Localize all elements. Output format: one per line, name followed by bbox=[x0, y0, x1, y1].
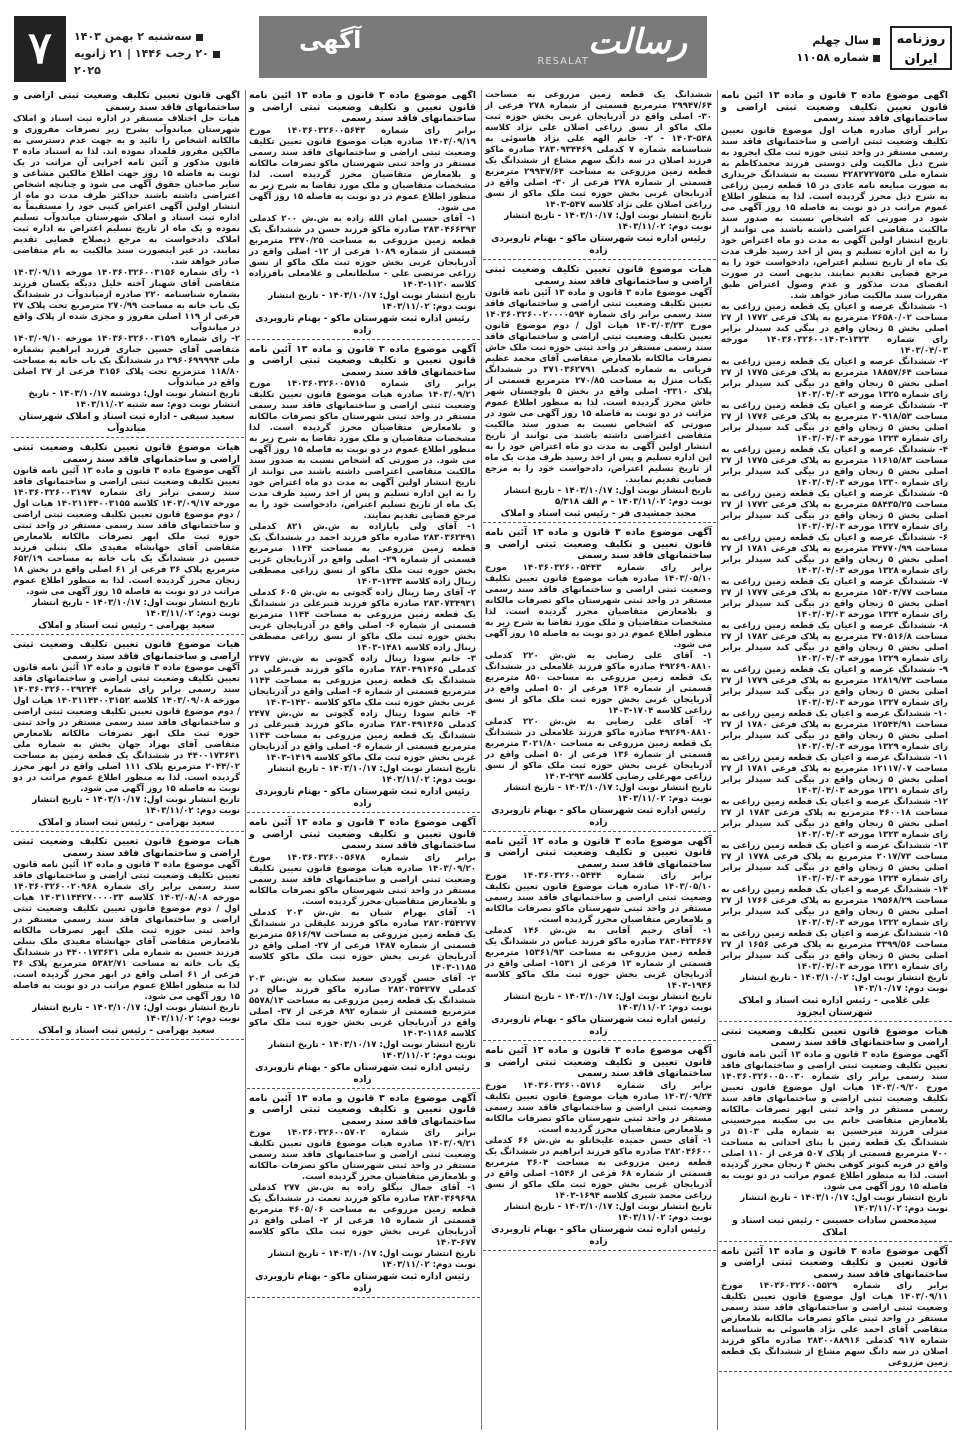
column-divider bbox=[245, 90, 246, 1430]
publication-dates: تاریخ انتشار نوبت اول: ۱۴۰۳/۱۰/۱۷ - تاریخ انتشار نوبت دوم: ۱۴۰۳/۱۱/۰۲ bbox=[32, 1003, 240, 1024]
notice-body: برابر رای شماره ۱۴۰۳۶۰۳۲۶۰۰۵۴۴۳ مورخ ۱۴۰۳/۰۵/۱۰ صادره هیات موضوع قانون تعیین تکلیف وضعیت ثبتی اراضی و ساختمانهای فاقد سند رسمی مستقر در واحد ثبتی شهرستان ماکو تصرفات مالکانه و بلامعارض متقاضیان محرز گردیده است. لذا مشخصات متقاضیان و ملک مورد تقاضا به شرح زیر به منظور اطلاع عموم در دو نوبت به فاصله ۱۵ روز آگهی می شود. bbox=[485, 562, 713, 650]
bullet-icon bbox=[873, 38, 880, 45]
notice-item: ۴- خانم سودا زینال زاده گجوتی به ش.ش ۲۴۷۷ کدملی ۲۸۳۰۴۹۱۴۶۵ صادره ماکو فرزند قنبرعلی در ششدانگ یک قطعه زمین مزروعی به مساحت ۱۱۴۴ مترمربع قسمتی از شماره ۶- اصلی واقع در آذربایجان غربی بخش حوزه ثبت ملک ماکو کلاسه ۱۴۱۹-۱۴۰۳ bbox=[249, 709, 477, 763]
notice-signature: سعید بهرامی - رئیس ثبت اسناد و املاک bbox=[38, 621, 215, 631]
legal-notice bbox=[11, 639, 244, 832]
issue-meta bbox=[796, 32, 880, 66]
legal-notice bbox=[11, 836, 244, 1040]
legal-notice bbox=[719, 1026, 952, 1242]
notice-item: ۲- آقای حسن گوردی سعید سکبان به ش.ش ۲۰۳ کدملی ۲۸۲۰۳۵۴۲۷۷ صادره ماکو فرزند صالح در ششدانگ یک قطعه زمین مزروعی به مساحت ۵۵۷۸/۱۴ مترمربع قسمتی از شماره ۸۹۲ فرعی از ۳۷- اصلی واقع در آذربایجان غربی بخش حوزه ثبت ملک ماکو کلاسه ۱۱۸۶-۱۴۰۳ bbox=[249, 973, 476, 1039]
notice-item: ۱- آقای علی رضایی به ش.ش ۲۲۰ کدملی ۴۹۲۶۹۰۸۸۱۰ صادره ماکو فرزند غلامعلی در ششدانگ یک قطعه زمین مزروعی به مساحت ۸۵۰ مترمربع قسمتی از شماره ۱۳۶ فرعی از ۵۰ اصلی واقع در آذربایجان غربی بخش حوزه ثبت ملک ماکو از نسق زراعی کلاسه ۱۷۰۴-۱۴۰۳ bbox=[485, 650, 712, 716]
notice-heading: آگهی موضوع ماده ۳ قانون و ماده ۱۳ آئین نامه قانون تعیین و تکلیف وضعیت ثبتی اراضی و ساختمانهای فاقد سند رسمی bbox=[485, 835, 712, 870]
publication-dates: تاریخ انتشار نوبت اول: ۱۴۰۳/۱۰/۱۷ - تاریخ انتشار نوبت دوم: ۱۴۰۳/۱۱/۰۲ bbox=[504, 782, 712, 804]
notice-heading: آگهی موضوع ماده ۳ قانون و ماده ۱۳ آئین نامه قانون تعیین تکلیف وضعیت ثبتی اراضی و ساختمانهای فاقد سند رسمی bbox=[721, 90, 948, 124]
notice-item: ۱- آقای حسین امان الله زاده به ش.ش ۲۰۰ کدملی ۲۸۳۰۴۶۶۳۹۳ صادره ماکو فرزند حسن در ششدانگ یک قطعه زمین مزروعی به مساحت ۳۳۷۰/۲۵ مترمربع قسمتی از شماره ۱۰۸۹ فرعی از ۱۲- اصلی واقع در آذربایجان غربی بخش حوزه ثبت ملک ماکو از نسق زراعی مرتضی علی - سلطانعلی و غلامعلی باقرزاده کلاسه ۱۱۲۰-۱۴۰۳ bbox=[249, 213, 476, 290]
notice-heading: هیات موضوع قانون تعیین تکلیف وضعیت ثبتی اراضی و ساختمانهای فاقد سند رسمی bbox=[13, 442, 240, 465]
legal-notice bbox=[247, 344, 480, 814]
notice-body: آگهی موضوع ماده ۳ قانون و ماده ۱۳ آئین نامه قانون تعیین تکلیف وضعیت ثبتی اراضی و ساختمانهای فاقد سند رسمی برابر رای شماره ۱۴۰۳۶۰۳۲۶۰۰۵۰۰۳۰ مورخ ۱۴۰۳/۰۹/۲۰ هیات اول موضوع قانون تعیین تکلیف وضعیت ثبتی اراضی و ساختمانهای فاقد سند رسمی مستقر در واحد ثبتی ابهر تصرفات مالکانه بلامعارض متقاضی خانم بی بی سکینه میرحسینی منزلی فرزند میرحسین به شماره ملی ۵۱۰۳ در ششدانگ یک قطعه زمین با بنای احداثی به مساحت ۷۰۰ مترمربع قسمتی از پلاک ۵۰۷ فرعی از ۱۱۰ اصلی واقع در قریه کبوتر کوهی بخش ۴ زنجان محرز گردیده است. لذا به منظور اطلاع عموم مراتب در دو نوبت به فاصله ۱۵ روز آگهی می شود. bbox=[721, 1049, 949, 1192]
publication-dates: تاریخ انتشار نوبت اول: ۱۴۰۳/۱۰/۱۷ - تاریخ انتشار نوبت دوم: ۱۴۰۳/۱۱/۰۲ - م الف ۵/۳۱۸ bbox=[504, 486, 712, 507]
notice-body: برابر رای شماره ۱۴۰۳۶۰۳۲۶۰۰۵۵۲۹ مورخ ۱۴۰۳/۰۹/۱۱ هیات اول موضوع قانون تعیین تکلیف وضعیت ثبتی اراضی و ساختمانهای فاقد سند رسمی مستقر در واحد ثبتی ماکو تصرفات مالکانه بلامعارض متقاضی آقای احمد علی نژاد هاسوئی به شناسنامه شماره ۹۱۷ کدملی ۲۸۳۰۰۸۸۹۱۶ صادره ماکو فرزند اصلان در سه دانگ سهم مشاع از ششدانگ یک قطعه زمین مزروعی bbox=[721, 1281, 949, 1368]
notice-heading: آگهی موضوع ماده ۳ قانون و ماده ۱۳ آئین نامه قانون تعیین و تکلیف وضعیت ثبتی اراضی و ساختمانهای فاقد سند رسمی bbox=[721, 1245, 948, 1280]
notice-item: ۱۱- ششدانگ عرصه و اعیان یک قطعه زمین زراعی به مساحت ۱۲۱۱۷/۰۷ مترمربع به پلاک فرعی ۱۷۸۱ از ۲۷ اصلی بخش ۵ زنجان واقع در بیگی کند سیدلر برابر رای شماره ۱۳۲۱ مورخه ۱۴۰۳/۰۴/۰۳ bbox=[721, 752, 949, 796]
publication-dates: تاریخ انتشار نوبت اول: ۱۴۰۳/۱۰/۱۷ - تاریخ انتشار نوبت دوم: ۱۴۰۳/۱۱/۰۲ bbox=[504, 992, 712, 1013]
bullet-icon bbox=[213, 51, 220, 58]
notice-signature: سیدمحسن سادات حسینی - رئیس ثبت اسناد و املاک bbox=[732, 1215, 937, 1238]
publication-dates: تاریخ انتشار نوبت اول: ۱۴۰۳/۱۰/۱۷ - تاریخ انتشار نوبت دوم: ۱۴۰۳/۱۱/۰۲ bbox=[32, 795, 240, 816]
legal-notice bbox=[483, 90, 716, 260]
notice-heading: آگهی موضوع ماده ۳ قانون و ماده ۱۳ آئین نامه قانون تعیین و تکلیف وضعیت ثبتی اراضی و ساختمانهای فاقد سند رسمی bbox=[485, 1045, 712, 1079]
notice-heading: هیات موضوع قانون تعیین تکلیف وضعیت ثبتی اراضی و ساختمانهای فاقد سند رسمی bbox=[13, 836, 240, 859]
issue-number: شماره ۱۱۰۵۸ bbox=[796, 51, 869, 64]
publication-dates: تاریخ انتشار نوبت اول: ۱۴۰۳/۱۰/۱۷ - تاریخ انتشار نوبت دوم: ۱۴۰۳/۱۱/۰۲ bbox=[268, 764, 476, 785]
notice-signature: سعید سیفی - اداره ثبت اسناد و املاک شهرستان میاندوآب bbox=[18, 412, 235, 434]
notice-body: برابر رای شماره ۱۴۰۳۶۰۳۲۶۰۰۵۷۱۶ مورخ ۱۴۰۳/۰۹/۲۴ صادره هیات موضوع قانون تعیین تکلیف وضعیت ثبتی اراضی و ساختمانهای فاقد سند رسمی مستقر در واحد ثبتی شهرستان ماکو تصرفات مالکانه و بلامعارض متقاضیان محرز گردیده است. bbox=[485, 1080, 713, 1135]
bullet-icon bbox=[873, 55, 880, 62]
legal-notice bbox=[483, 264, 716, 523]
notice-item: ۱- آقای ولی بابازاده به ش.ش ۸۲۱ کدملی ۲۸۳۰۳۶۲۴۹۱ صادره ماکو فرزند احمد در ششدانگ یک قطعه زمین مزروعی به مساحت ۱۱۴۴ مترمربع قسمتی از شماره ۲۹- اصلی واقع در آذربایجان غربی بخش حوزه ثبت ملک ماکو از نسق زراعی مصطفی زینال زاده کلاسه ۱۲۴۳-۱۴۰۳ bbox=[249, 522, 476, 587]
section-title: آگهی bbox=[299, 26, 362, 54]
ads-columns bbox=[14, 90, 952, 1430]
date-block bbox=[74, 28, 249, 79]
legal-notice bbox=[247, 90, 480, 340]
notice-signature: سعید بهرامی - رئیس ثبت اسناد و املاک bbox=[38, 1026, 215, 1036]
date-persian: سه‌شنبه ۲ بهمن ۱۴۰۳ bbox=[74, 30, 192, 43]
notice-item: ۱- آقای حسن حمیده علیخانلو به ش.ش ۶۶ کدملی ۲۸۲۰۴۶۶۰۰ صادره ماکو فرزند ابراهیم در ششدانگ یک قطعه زمین مزروعی به مساحت ۳۶۰۴ مترمربع قسمتی از شماره ۶۸ فرعی از ۱۵۴۶- اصلی واقع در آذربایجان غربی بخش حوزه ثبت ملک ماکو از نسق زراعی محمد شیری کلاسه ۱۶۹۴-۱۴۰۳ bbox=[485, 1135, 712, 1201]
legal-notice bbox=[483, 1045, 716, 1251]
notice-item: ۱۳- ششدانگ عرصه و اعیان یک قطعه زمین زراعی به مساحت ۲۰۱۷/۷۳ مترمربع به پلاک فرعی ۱۷۷۸ از ۲۷ اصلی بخش ۵ زنجان واقع در بیگی کند سیدلر برابر رای شماره ۱۳۲۴ مورخه ۱۴۰۳/۰۴/۰۳ bbox=[721, 840, 949, 884]
column-divider bbox=[481, 90, 482, 1430]
legal-notice bbox=[483, 836, 716, 1042]
notice-body: هیات حل اختلاف مستقر در اداره ثبت اسناد و املاک شهرستان میاندوآب بشرح زیر تصرفات مفروزی و مالکانه اشخاص را تائید و به جهت عدم دسترسی به مالکین مفروز قلمداد نموده اند. لذا به استناد ماده ۳ قانون مذکور و آئین نامه اجرایی آن مراتب در یک نوبت به فاصله ۱۵ روز جهت اطلاع مالکین مشاعی و سایر صاحبان حقوق آگهی می شود و چنانچه اشخاص اعتراضی داشته باشند حداکثر ظرف مدت دو ماه از انتشار اولین آگهی اعتراض کتبی خود را مستقیماً به اداره ثبت اسناد و املاک شهرستان میاندوآب تسلیم نموده و یک ماه از تاریخ تسلیم اعتراض به اداره ثبت املاک دادخواست به مرجع ذیصلاح قضایی تقدیم نمایند. در غیر اینصورت سند مالکیت به نام متقاضی صادر خواهد شد. bbox=[13, 114, 240, 267]
notice-heading: هیات موضوع قانون تعیین تکلیف وضعیت ثبتی اراضی و ساختمانهای فاقد سند رسمی bbox=[721, 1025, 948, 1048]
legal-notice bbox=[483, 527, 716, 832]
notice-item: ۱- آقای بهرام شبان به ش.ش ۲۰۳ کدملی ۲۸۲۰۳۵۴۲۷۷ صادره ماکو فرزند علیقلی در ششدانگ یک قطعه زمین مزروعی به مساحت ۵۶۱۶/۹۷ مترمربع قسمتی از شماره ۱۴۸۷ فرعی از ۲۷- اصلی واقع در آذربایجان غربی بخش حوزه ثبت ملک ماکو کلاسه ۱۱۸۵-۱۴۰۳ bbox=[249, 907, 477, 973]
notice-body: ششدانگ یک قطعه زمین مزروعی به مساحت ۲۹۹۴۷/۶۴ مترمربع قسمتی از شماره ۲۷۸ فرعی از ۳۰- اصلی واقع در آذربایجان غربی بخش حوزه ثبت ملک ماکو از نسق زراعی اصلان علی نژاد کلاسه ۵۴۸-۱۴۰۳ - ۲- خانم الهه علی نژاد هاسوئی به شناسنامه شماره ۷ کدملی ۲۸۳۰۹۳۴۴۶۹ صادره ماکو فرزند اصلان در سه دانگ سهم مشاع از ششدانگ یک قطعه زمین مزروعی به مساحت ۲۹۹۴۷/۶۴ مترمربع قسمتی از شماره ۲۷۸ فرعی از ۳۰- اصلی واقع در آذربایجان غربی بخش حوزه ثبت ملک ماکو از نسق زراعی اصلان علی نژاد کلاسه ۵۴۷-۱۴۰۳ bbox=[485, 90, 712, 210]
publication-dates: تاریخ انتشار نوبت اول: ۱۴۰۳/۱۰/۱۷ - تاریخ انتشار نوبت دوم: ۱۴۰۳/۱۱/۰۲ bbox=[268, 290, 476, 312]
notice-signature: رئیس اداره ثبت شهرستان ماکو - بهنام تاروبردی زاده bbox=[491, 234, 706, 256]
notice-item: ۳- خانم سودا زینال زاده گجوتی به ش.ش ۲۴۷۷ کدملی ۲۸۳۰۴۹۱۴۶۵ صادره ماکو فرزند قنبرعلی در ششدانگ یک قطعه زمین مزروعی به مساحت ۱۱۴۴ مترمربع قسمتی از شماره ۶- اصلی واقع در آذربایجان غربی بخش حوزه ثبت ملک ماکو کلاسه ۱۴۲۰-۱۴۰۳ bbox=[249, 654, 477, 708]
notice-item: ۱- رای شماره ۱۴۰۳۶۰۳۲۶۰۰۳۱۵۶ مورخه ۱۴۰۳/۰۹/۱۱ متقاضی آقای شهباز آخته خلیل ددیگه یکسان فرزند بشماره شناسنامه ۲۲۰ صادره ازمیاندوآب در ششدانگ یک باب خانه به مساحت ۲۷۰/۹۹ مترمربع تحت پلاک ۲۷ فرعی از ۱۱۹ اصلی مفروز و مجزی شده از پلاک واقع در میاندوآب bbox=[13, 268, 241, 333]
notice-item: ۴- ششدانگ عرصه و اعیان یک قطعه زمین زراعی به مساحت ۱۱۶۱۵/۸۳ مترمربع به پلاک فرعی ۱۷۷۵ از ۲۷ اصلی بخش ۵ زنجان واقع در بیگی کند سیدلر برابر رای شماره ۱۳۳۰ مورخه ۱۴۰۳/۰۴/۰۳ bbox=[721, 444, 949, 488]
notice-body: برابر رای شماره ۱۴۰۳۶۰۳۲۶۰۰۵۷۰۲ مورخ ۱۴۰۳/۰۹/۲۱ صادره هیات موضوع قانون تعیین تکلیف وضعیت ثبتی اراضی و ساختمانهای فاقد سند رسمی مستقر در واحد ثبتی شهرستان ماکو تصرفات مالکانه و بلامعارض متقاضیان محرز گردیده است. bbox=[249, 1128, 477, 1182]
notice-item: ۲- آقای رضا زینال زاده گجوتی به ش.ش ۶۰۵ کدملی ۲۸۳۰۷۳۴۹۳۱ صادره ماکو فرزند قنبرعلی در ششدانگ یک قطعه زمین مزروعی به مساحت ۱۱۴۴ مترمربع قسمتی از شماره ۶- اصلی واقع در آذربایجان غربی بخش حوزه ثبت ملک ماکو از نسق زراعی مصطفی زینال زاده کلاسه ۱۴۸۱-۱۴۰۳ bbox=[249, 588, 476, 653]
notice-item: ۲- ششدانگ عرصه و اعیان یک قطعه زمین زراعی به مساحت ۱۸۸۵۷/۶۴ مترمربع به پلاک فرعی ۱۷۷۵ از ۲۷ اصلی بخش ۵ زنجان واقع در بیگی کند سیدلر برابر رای شماره ۱۳۲۵ مورخه ۱۴۰۳/۰۴/۰۳ bbox=[721, 356, 949, 400]
notice-item: ۳- ششدانگ عرصه و اعیان یک قطعه زمین زراعی به مساحت ۲۰۹۱۸/۵۳ مترمربع به پلاک فرعی ۱۷۷۶ از ۲۷ اصلی بخش ۵ زنجان واقع در بیگی کند سیدلر برابر رای شماره ۱۳۲۳ مورخه ۱۴۰۳/۰۴/۰۳ bbox=[721, 400, 949, 444]
publication-dates: تاریخ انتشار نوبت اول: ۱۴۰۳/۱۰/۱۷ - تاریخ انتشار نوبت دوم: ۱۴۰۳/۱۱/۰۲ bbox=[740, 1192, 948, 1214]
date-lunar-gregorian: ۲۰ رجب ۱۴۴۶ | ۲۱ ژانویه ۲۰۲۵ bbox=[74, 47, 209, 77]
notice-signature: رئیس اداره ثبت شهرستان ماکو - بهنام تاروبردی زاده bbox=[255, 1062, 470, 1085]
notice-signature: سعید بهرامی - رئیس ثبت اسناد و املاک bbox=[38, 818, 215, 828]
notice-item: ۲- آقای علی رضایی به ش.ش ۲۲۰ کدملی ۴۹۲۶۹۰۸۸۱۰ صادره ماکو فرزند غلامعلی در ششدانگ یک قطعه زمین مزروعی به مساحت ۳۰۲۱/۸۰ مترمربع قسمتی از شماره ۱۳۶ فرعی از ۵۰ اصلی واقع در آذربایجان غربی بخش حوزه ثبت ملک ماکو از نسق زراعی مهرعلی رضایی کلاسه ۲۹۳-۱۴۰۳ bbox=[485, 716, 713, 782]
column-divider bbox=[717, 90, 718, 1430]
notice-item: ۷- ششدانگ عرصه و اعیان یک قطعه زمین زراعی به مساحت ۱۵۴۰۴/۷۷ مترمربع به پلاک فرعی ۱۷۷۷ از ۲۷ اصلی بخش ۵ زنجان واقع در بیگی کند سیدلر برابر رای شماره ۱۳۲۴ مورخه ۱۴۰۳/۰۴/۰۳ bbox=[721, 576, 949, 620]
notice-signature: علی غلامی - رئیس اداره ثبت اسناد و املاک شهرستان ایجرود bbox=[738, 995, 931, 1018]
notice-body: برابر آرای صادره هیات اول موضوع قانون تعیین تکلیف وضعیت ثبتی اراضی و ساختمانهای فاقد سند رسمی مستقر در واحد ثبتی حوزه ثبت ملک ایجرود به شرح ذیل مالکیت ولی دوستی فرزند محمدکاظم به شماره ملی ۴۲۸۲۷۲۷۵۳۵ نسبت به ششدانگ خریداری به صورت مبایعه نامه عادی در ۱۵ قطعه زمین زراعی به شرح ذیل محرز گردیده است. لذا به منظور اطلاع عموم مراتب در دو نوبت به فاصله ۱۵ روز آگهی می شود در صورتی که اشخاص نسبت به صدور سند مالکیت متقاضی اعتراضی داشته باشند می توانند از تاریخ انتشار اولین آگهی به مدت دو ماه اعتراض خود را به این اداره تسلیم و پس از اخذ رسید ظرف مدت یک ماه از تاریخ تسلیم اعتراض، دادخواست خود را به مرجع قضایی تقدیم نمایند. بدیهی است در صورت انقضای مدت مذکور و عدم وصول اعتراض طبق مقررات سند مالکیت صادر خواهد شد. bbox=[721, 125, 949, 301]
publication-dates: تاریخ انتشار نوبت اول: ۱۴۰۳/۱۰/۱۷ - تاریخ انتشار نوبت دوم: ۱۴۰۳/۱۱/۰۲ bbox=[268, 1039, 476, 1061]
notice-item: ۱- ششدانگ عرصه و اعیان یک قطعه زمین زراعی به مساحت ۲۶۵۸۰/۰۲ مترمربع به پلاک فرعی ۱۷۷۲ از ۲۷ اصلی بخش ۵ زنجان واقع در بیگی کند سیدلر برابر رای شماره ۱۳۲۳-۱۴۰۳۶۰۳۲۶۰۰۱۴۰۳ مورخه ۱۴۰۳/۰۴/۰۳ bbox=[721, 301, 949, 356]
notice-body: برابر رای شماره ۱۴۰۳۶۰۳۲۶۰۰۵۴۴۴ مورخ ۱۴۰۳/۰۵/۱۰ صادره هیات موضوع قانون تعیین تکلیف وضعیت ثبتی اراضی و ساختمانهای فاقد سند رسمی مستقر در واحد ثبتی شهرستان ماکو تصرفات مالکانه و بلامعارض متقاضیان محرز گردیده است. bbox=[485, 871, 713, 925]
notice-body: آگهی موضوع ماده ۳ قانون و ماده ۱۳ آئین نامه قانون تعیین تکلیف وضعیت ثبتی اراضی و ساختمانهای فاقد سند رسمی برابر رای شماره ۱۴۰۳۶۰۳۲۶۰۰۲۹۲۴۴ مورخه ۱۴۰۳/۰۹/۰۸ کلاسه ۱۴۰۳۱۱۴۴۰۰۳۱۵۲ هیات اول / دوم موضوع قانون تعیین تکلیف وضعیت ثبتی اراضی و ساختمانهای فاقد سند رسمی مستقر در واحد ثبتی حوزه ثبت ملک ابهر تصرفات مالکانه بلامعارض متقاضی آقای بهزاد جهان بخش به شماره ملی ۴۴۰۰۱۷۳۶۳۱ در ششدانگ یک قطعه زمین به مساحت ۲۰۴۴/۰۲ مترمربع پلاک ۱۱۱ اصلی واقع در ابهر محرز گردیده است. لذا به منظور اطلاع عموم مراتب در دو نوبت به فاصله ۱۵ روز آگهی می شود. bbox=[13, 663, 241, 794]
page-number: ۷ bbox=[14, 16, 66, 82]
newspaper-logo: روزنامه ایران bbox=[890, 26, 952, 70]
notice-signature: رئیس اداره ثبت شهرستان ماکو - بهنام تاروبردی زاده bbox=[491, 1015, 706, 1037]
newspaper-brand: رسالت bbox=[587, 22, 687, 62]
issue-info bbox=[717, 26, 952, 74]
notice-heading: آگهی موضوع ماده ۳ قانون و ماده ۱۳ آئین نامه قانون تعیین و تکلیف وضعیت ثبتی اراضی و ساختمانهای فاقد سند رسمی bbox=[249, 1092, 476, 1127]
notice-heading: آگهی قانون تعیین تکلیف وضعیت ثبتی اراضی و ساختمانهای فاقد سند رسمی bbox=[13, 90, 240, 113]
notice-heading: آگهی موضوع ماده ۳ قانون و ماده ۱۳ آئین نامه قانون تعیین و تکلیف وضعیت ثبتی اراضی و ساختمانهای فاقد سند رسمی bbox=[249, 817, 476, 851]
bullet-icon bbox=[196, 34, 203, 41]
notice-body: برابر رای شماره ۱۴۰۳۶۰۳۲۶۰۰۵۶۷۸ مورخ ۱۴۰۳/۰۹/۲۰ صادره هیات موضوع قانون تعیین تکلیف وضعیت ثبتی اراضی و ساختمانهای فاقد سند رسمی مستقر در واحد ثبتی شهرستان ماکو تصرفات مالکانه و بلامعارض متقاضیان محرز گردیده است. bbox=[249, 852, 477, 907]
notice-heading: آگهی موضوع ماده ۳ قانون و ماده ۱۳ آئین نامه قانون تعیین و تکلیف وضعیت ثبتی اراضی و ساختمانهای فاقد سند رسمی bbox=[249, 90, 476, 124]
column-2 bbox=[483, 90, 716, 1430]
legal-notice bbox=[719, 1246, 952, 1373]
notice-item: ۱۵- ششدانگ عرصه و اعیان یک قطعه زمین زراعی به مساحت ۳۳۹۹/۵۶ مترمربع به پلاک فرعی ۱۶۵۶ از ۲۷ اصلی بخش ۵ زنجان واقع در بیگی کند سیدلر برابر رای شماره ۱۳۲۱ مورخه ۱۴۰۳/۰۴/۰۳ bbox=[721, 928, 949, 972]
notice-signature: رئیس اداره ثبت شهرستان ماکو - بهنام تاروبردی زاده bbox=[491, 805, 706, 828]
notice-signature: رئیس اداره ثبت شهرستان ماکو - بهنام تاروبردی زاده bbox=[255, 1272, 470, 1294]
notice-body: آگهی موضوع ماده ۳ قانون و ماده ۱۳ آئین نامه قانون تعیین تکلیف وضعیت ثبتی اراضی و ساختمانهای فاقد سند رسمی برابر رای شماره ۱۴۰۳۶۰۳۲۶۰۰۲۰۹۶۸ مورخه ۱۴۰۳/۰۸/۰۸ کلاسه ۱۴۰۳۱۱۴۴۲۷۰۰۰۰۳۳ هیات اول / دوم موضوع قانون تعیین تکلیف وضعیت ثبتی اراضی و ساختمانهای فاقد سند رسمی مستقر در واحد ثبتی حوزه ثبت ملک ابهر تصرفات مالکانه بلامعارض متقاضی آقای جهانشاه مفیدی ملک بنبلی فرزند حسین به شماره ملی ۴۴۰۰۱۷۳۶۳۱ در ششدانگ یک باب خانه به مساحت ۵۳۸۲/۷۱ مترمربع پلاک ۳۶ فرعی از ۶۱ اصلی واقع در ابهر محرز گردیده است. لذا به منظور اطلاع عموم مراتب در دو نوبت به فاصله ۱۵ روز آگهی می شود. bbox=[13, 860, 240, 1002]
notice-heading: آگهی موضوع ماده ۳ قانون و ماده ۱۳ آئین نامه قانون تعیین و تکلیف وضعیت ثبتی اراضی و ساختمانهای فاقد سند رسمی bbox=[249, 343, 476, 378]
notice-body: برابر رای شماره ۱۴۰۳۶۰۳۲۶۰۰۵۷۱۵ مورخ ۱۴۰۳/۰۹/۲۱ صادره هیات موضوع قانون تعیین تکلیف وضعیت ثبتی اراضی و ساختمانهای فاقد سند رسمی مستقر در واحد ثبتی شهرستان ماکو تصرفات مالکانه و بلامعارض متقاضیان محرز گردیده است. لذا مشخصات متقاضیان و ملک مورد تقاضا به شرح زیر به منظور اطلاع عموم در دو نوبت به فاصله ۱۵ روز آگهی می شود. در صورتی که اشخاص نسبت به صدور سند مالکیت متقاضی اعتراضی داشته باشند می توانند از تاریخ انتشار اولین آگهی به مدت دو ماه اعتراض خود را به این اداره تسلیم و پس از اخذ رسید ظرف مدت یک ماه از تاریخ تسلیم اعتراض، دادخواست خود را به مرجع قضایی تقدیم نمایند. bbox=[249, 379, 477, 521]
legal-notice bbox=[247, 817, 480, 1089]
section-banner bbox=[259, 16, 707, 78]
notice-item: ۸- ششدانگ عرصه و اعیان یک قطعه زمین زراعی به مساحت ۳۷۰۵۱۶/۸ مترمربع به پلاک فرعی ۱۷۸۲ از ۲۷ اصلی بخش ۵ زنجان واقع در بیگی کند سیدلر برابر رای شماره ۱۳۲۹ مورخه ۱۴۰۳/۰۴/۰۳ bbox=[721, 620, 949, 664]
legal-notice bbox=[11, 90, 244, 438]
publication-dates: تاریخ انتشار نوبت اول: ۱۴۰۳/۱۰/۱۷ - تاریخ انتشار نوبت دوم: ۱۴۰۳/۱۱/۰۲ bbox=[32, 598, 240, 619]
notice-item: ۲- رای شماره ۱۴۰۳۶۰۳۲۶۰۰۳۱۵۹ مورخه ۱۴۰۳/۰۹/۱۰ متقاضی آقای حسین جباری فرزند ابراهیم بشماره ملی ۲۹۶۰۶۹۹۹۹۴ در ششدانگ یک باب خانه به مساحت ۱۱۸/۸۰ مترمربع تحت پلاک ۳۱۵۶ فرعی از ۲۷ اصلی واقع در میاندوآب bbox=[13, 334, 241, 388]
notice-item: ۶- ششدانگ عرصه و اعیان یک قطعه زمین زراعی به مساحت ۳۴۷۷۰/۹۹ مترمربع به پلاک فرعی ۱۷۸۱ از ۲۷ اصلی بخش ۵ زنجان واقع در بیگی کند سیدلر برابر رای شماره ۱۳۲۸ مورخه ۱۴۰۳/۰۴/۰۳ bbox=[721, 532, 949, 576]
publication-dates: تاریخ انتشار نوبت اول: ۱۴۰۳/۱۰/۰۲ - تاریخ انتشار نوبت دوم: ۱۴۰۳/۱۰/۱۷ bbox=[740, 972, 948, 994]
notice-item: ۱- آقای رحیم آقایی به ش.ش ۱۴۶ کدملی ۲۸۳۰۴۲۳۶۶۷ صادره ماکو فرزند عباس در ششدانگ یک قطعه زمین مزروعی به مساحت ۱۵۳۶۱/۹۳ مترمربع قسمتی از شماره ۱۳ فرعی از ۱۵۳۱- اصلی واقع در آذربایجان غربی بخش حوزه ثبت ملک ماکو کلاسه ۱۹۴۶-۱۴۰۳ bbox=[485, 926, 712, 991]
notice-body: برابر رای شماره ۱۴۰۳۶۰۳۲۶۰۰۵۶۴۳ مورخ ۱۴۰۳/۰۹/۱۹ صادره هیات موضوع قانون تعیین تکلیف وضعیت ثبتی اراضی و ساختمانهای فاقد سند رسمی مستقر در واحد ثبتی شهرستان ماکو تصرفات مالکانه و بلامعارض متقاضیان محرز گردیده است. لذا مشخصات متقاضیان و ملک مورد تقاضا به شرح زیر به منظور اطلاع عموم در دو نوبت به فاصله ۱۵ روز آگهی می شود. bbox=[249, 125, 477, 213]
notice-item: ۱۲- ششدانگ عرصه و اعیان یک قطعه زمین زراعی به مساحت ۴۶۰۰۱۸ مترمربع به پلاک فرعی ۱۷۸۳ از ۲۷ اصلی بخش ۵ زنجان واقع در بیگی کند سیدلر برابر رای شماره ۱۳۲۳ مورخه ۱۴۰۳/۰۴/۰۳ bbox=[721, 796, 949, 840]
legal-notice bbox=[11, 442, 244, 635]
newspaper-brand-latin: RESALAT bbox=[537, 56, 589, 67]
notice-item: ۵- ششدانگ عرصه و اعیان یک قطعه زمین زراعی به مساحت ۵۸۴۳۵/۲۵ مترمربع به پلاک فرعی ۱۷۷۲ از ۲۷ اصلی بخش ۵ زنجان واقع در بیگی کند سیدلر برابر رای شماره ۱۳۲۷ مورخه ۱۴۰۳/۰۴/۰۳ bbox=[721, 488, 949, 532]
notice-body: آگهی موضوع ماده ۳ قانون و ماده ۱۳ آئین نامه قانون تعیین تکلیف وضعیت ثبتی اراضی و ساختمانهای فاقد سند رسمی برابر رای شماره ۱۴۰۳۶۰۳۲۶۰۰۳۱۹۷ مورخه ۱۴۰۳/۰۹/۱۷ کلاسه ۱۴۰۲۱۱۴۴۰۰۳۱۵۵ هیات اول / دوم موضوع قانون تعیین تکلیف وضعیت ثبتی اراضی و ساختمانهای فاقد سند رسمی مستقر در واحد ثبتی حوزه ثبت ملک ابهر تصرفات مالکانه بلامعارض متقاضی آقای جهانشاه مفیدی ملک بنبلی فرزند حسین در ششدانگ یک باب خانه به مساحت ۶۵۲/۱۹ مترمربع پلاک ۳۶ فرعی از ۶۱ اصلی واقع در بخش ۱۸ زنجان محرز گردیده است. لذا به منظور اطلاع عموم مراتب در دو نوبت به فاصله ۱۵ روز آگهی می شود. bbox=[13, 466, 240, 597]
notice-item: ۹- ششدانگ عرصه و اعیان یک قطعه زمین زراعی به مساحت ۱۲۸۱۹/۷۳ مترمربع به پلاک فرعی ۱۷۷۹ از ۲۷ اصلی بخش ۵ زنجان واقع در بیگی کند سیدلر برابر رای شماره ۱۳۲۷ مورخه ۱۴۰۳/۰۴/۰۳ bbox=[721, 664, 949, 708]
notice-signature: مجید جمشیدی فر - رئیس ثبت اسناد و املاک bbox=[500, 509, 697, 519]
notice-heading: هیات موضوع قانون تعیین تکلیف وضعیت ثبتی اراضی و ساختمانهای فاقد سند رسمی bbox=[13, 639, 240, 662]
notice-heading: هیات موضوع قانون تعیین تکلیف وضعیت ثبتی اراضی و ساختمانهای فاقد سند رسمی bbox=[485, 264, 712, 287]
notice-item: ۱- آقای جمال بیگلو زاده به ش.ش ۲۷۷ کدملی ۲۸۳۰۳۶۹۶۹۸ صادره ماکو فرزند نعمت در ششدانگ یک قطعه زمین مزروعی به مساحت ۴۶۰۵/۰۶ مترمربع قسمتی از شماره ۱۵ فرعی از ۲- اصلی واقع در آذربایجان غربی بخش حوزه ثبت ملک ماکو کلاسه ۶۷۷-۱۴۰۳ bbox=[249, 1183, 476, 1248]
publication-dates: تاریخ انتشار نوبت اول: ۱۴۰۳/۱۰/۱۷ - تاریخ انتشار نوبت دوم: ۱۴۰۳/۱۱/۰۲ bbox=[504, 1201, 712, 1223]
notice-body: آگهی موضوع ماده ۳ قانون و ماده ۱۳ آئین نامه قانون تعیین تکلیف وضعیت ثبتی اراضی و ساختمانهای فاقد سند رسمی برابر رای شماره ۱۴۰۳۶۰۳۲۶۰۰۲۰۰۰۰۵۹۴ مورخ ۱۴۰۳/۰۳/۲۳ هیات اول / دوم موضوع قانون تعیین تکلیف وضعیت ثبتی اراضی و ساختمانهای فاقد سند رسمی مستقر در واحد ثبتی حوزه ثبت ملک خاش تصرفات مالکانه بلامعارض متقاضی آقای محمد عظیم قربانی به شماره کدملی ۳۷۱۰۳۶۲۷۹۱ در ششدانگ یکباب منزل به مساحت ۲۷۰/۸۵ مترمربع قسمتی از پلاک ۳۳۱۰- اصلی واقع در بخش ۵ بلوچستان شهر خاش محرز گردیده است. لذا به منظور اطلاع عموم مراتب در دو نوبت به فاصله ۱۵ روز آگهی می شود در صورتی که اشخاص نسبت به صدور سند مالکیت متقاضی اعتراضی داشته باشند می توانند از تاریخ انتشار اولین آگهی به مدت دو ماه اعتراض خود را به این اداره تسلیم و پس از اخذ رسید ظرف مدت یک ماه از تاریخ تسلیم اعتراض، دادخواست خود را به مرجع قضایی تقدیم نمایند. bbox=[485, 288, 712, 485]
masthead bbox=[14, 16, 952, 82]
notice-item: ۱۰- ششدانگ عرصه و اعیان یک قطعه زمین زراعی به مساحت ۱۲۵۴۴/۹۱ مترمربع به پلاک فرعی ۱۷۸۰ از ۲۷ اصلی بخش ۵ زنجان واقع در بیگی کند سیدلر برابر رای شماره ۱۳۲۹ مورخه ۱۴۰۳/۰۴/۰۳ bbox=[721, 708, 949, 752]
notice-item: ۱۴- ششدانگ عرصه و اعیان یک قطعه زمین زراعی به مساحت ۱۹۵۶۸/۲۹ مترمربع به پلاک فرعی ۱۷۶۶ از ۲۷ اصلی بخش ۵ زنجان واقع در بیگی کند سیدلر برابر رای شماره ۱۳۲۲ مورخه ۱۴۰۳/۰۴/۰۳ bbox=[721, 884, 949, 928]
column-4 bbox=[11, 90, 244, 1430]
notice-signature: رئیس اداره ثبت شهرستان ماکو - بهنام تاروبردی زاده bbox=[255, 313, 470, 336]
column-3 bbox=[247, 90, 480, 1430]
publication-dates: تاریخ انتشار نوبت اول: ۱۴۰۳/۱۰/۱۷ - تاریخ انتشار نوبت دوم: ۱۴۰۳/۱۱/۰۲ bbox=[504, 211, 712, 232]
publication-dates: تاریخ انتشار نوبت اول: ۱۴۰۳/۱۰/۱۷ - تاریخ انتشار نوبت دوم: ۱۴۰۳/۱۱/۰۲ bbox=[268, 1249, 476, 1270]
publication-dates: تاریخ انتشار نوبت اول: دوشنبه ۱۴۰۳/۱۰/۱۷ - تاریخ انتشار نوبت دوم: سه شنبه ۱۴۰۳/۱۱/۰۲ bbox=[28, 389, 240, 410]
notice-signature: رئیس اداره ثبت شهرستان ماکو - بهنام تاروبردی زاده bbox=[255, 787, 470, 809]
year-label: سال چهلم bbox=[812, 34, 869, 47]
legal-notice bbox=[247, 1093, 480, 1299]
notice-heading: آگهی موضوع ماده ۳ قانون و ماده ۱۳ آئین نامه قانون تعیین و تکلیف وضعیت ثبتی اراضی و ساختمانهای فاقد سند رسمی bbox=[485, 527, 712, 561]
legal-notice bbox=[719, 90, 952, 1022]
notice-signature: رئیس اداره ثبت شهرستان ماکو - بهنام تاروبردی زاده bbox=[491, 1224, 706, 1247]
column-1 bbox=[719, 90, 952, 1430]
